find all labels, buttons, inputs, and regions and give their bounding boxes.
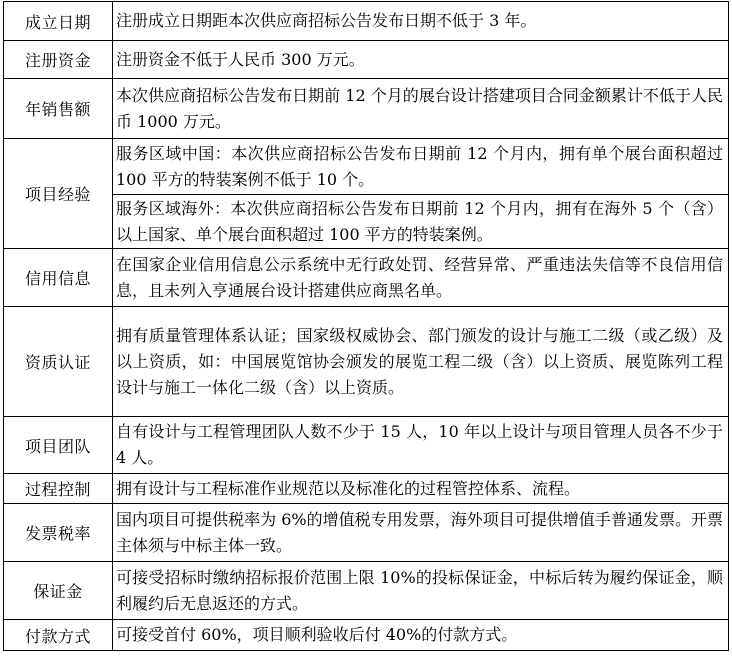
row-content [113, 474, 729, 504]
row-text: 国内项目可提供税率为 6%的增值税专用发票，海外项目可提供增值手普通发票。开票主体须与中标主体一致。 [116, 509, 723, 555]
row-text: 拥有设计与工程标准作业规范以及标准化的过程管控体系、流程。 [116, 478, 581, 498]
table-row [4, 41, 729, 79]
row-text: 自有设计与工程管理团队人数不少于 15 人，10 年以上设计与项目管理人员各不少于 4 人。 [116, 422, 723, 467]
row-text: 服务区域中国：本次供应商招标公告发布日期前 12 个月内，拥有单个展台面积超过 100 平方的特装案例不低于 10 个。 [116, 143, 723, 189]
row-content [113, 620, 729, 651]
row-text: 注册成立日期距本次供应商招标公告发布日期不低于 3 年。 [116, 11, 537, 30]
table-row [4, 307, 729, 417]
table-row [4, 139, 729, 195]
row-text: 本次供应商招标公告发布日期前 12 个月的展台设计搭建项目合同金额累计不低于人民币 1000 万元。 [116, 85, 723, 131]
table-row [4, 474, 729, 504]
row-label: 付款方式 [4, 620, 113, 651]
table-row [4, 195, 729, 249]
row-content [113, 139, 729, 195]
table-row [4, 504, 729, 562]
table-row [4, 562, 729, 620]
row-label: 资质认证 [4, 307, 113, 417]
table-row [4, 620, 729, 651]
row-label: 项目团队 [4, 417, 113, 474]
table-row [4, 417, 729, 474]
row-label: 项目经验 [4, 139, 113, 249]
row-label: 过程控制 [4, 474, 113, 504]
row-text: 注册资金不低于人民币 300 万元。 [116, 49, 365, 69]
row-content [113, 307, 729, 417]
table-row [4, 249, 729, 307]
row-content [113, 195, 729, 249]
row-text: 可接受首付 60%，项目顺利验收后付 40%的付款方式。 [116, 625, 518, 644]
row-label: 信用信息 [4, 249, 113, 307]
row-label: 发票税率 [4, 504, 113, 562]
row-content [113, 41, 729, 79]
table-row [4, 2, 729, 41]
row-label: 成立日期 [4, 2, 113, 41]
row-label: 年销售额 [4, 79, 113, 139]
table-row [4, 79, 729, 139]
row-text: 服务区域海外：本次供应商招标公告发布日期前 12 个月内，拥有在海外 5 个（含）以上国家、单个展台面积超过 100 平方的特装案例。 [116, 198, 723, 244]
row-content [113, 504, 729, 562]
row-text: 拥有质量管理体系认证；国家级权威协会、部门颁发的设计与施工二级（或乙级）及以上资质，如：中国展览馆协会颁发的展览工程二级（含）以上资质、展览陈列工程设计与施工一体化二级（含）以上资质。 [116, 325, 723, 397]
row-content [113, 562, 729, 620]
row-text: 可接受招标时缴纳招标报价范围上限 10%的投标保证金，中标后转为履约保证金，顺利履约后无息返还的方式。 [116, 567, 723, 613]
requirements-table [3, 1, 729, 651]
row-content [113, 249, 729, 307]
row-label: 保证金 [4, 562, 113, 620]
row-content [113, 417, 729, 474]
row-content [113, 2, 729, 41]
row-label: 注册资金 [4, 41, 113, 79]
row-text: 在国家企业信用信息公示系统中无行政处罚、经营异常、严重违法失信等不良信用信息，且未列入亨通展台设计搭建供应商黑名单。 [116, 254, 723, 300]
row-content [113, 79, 729, 139]
